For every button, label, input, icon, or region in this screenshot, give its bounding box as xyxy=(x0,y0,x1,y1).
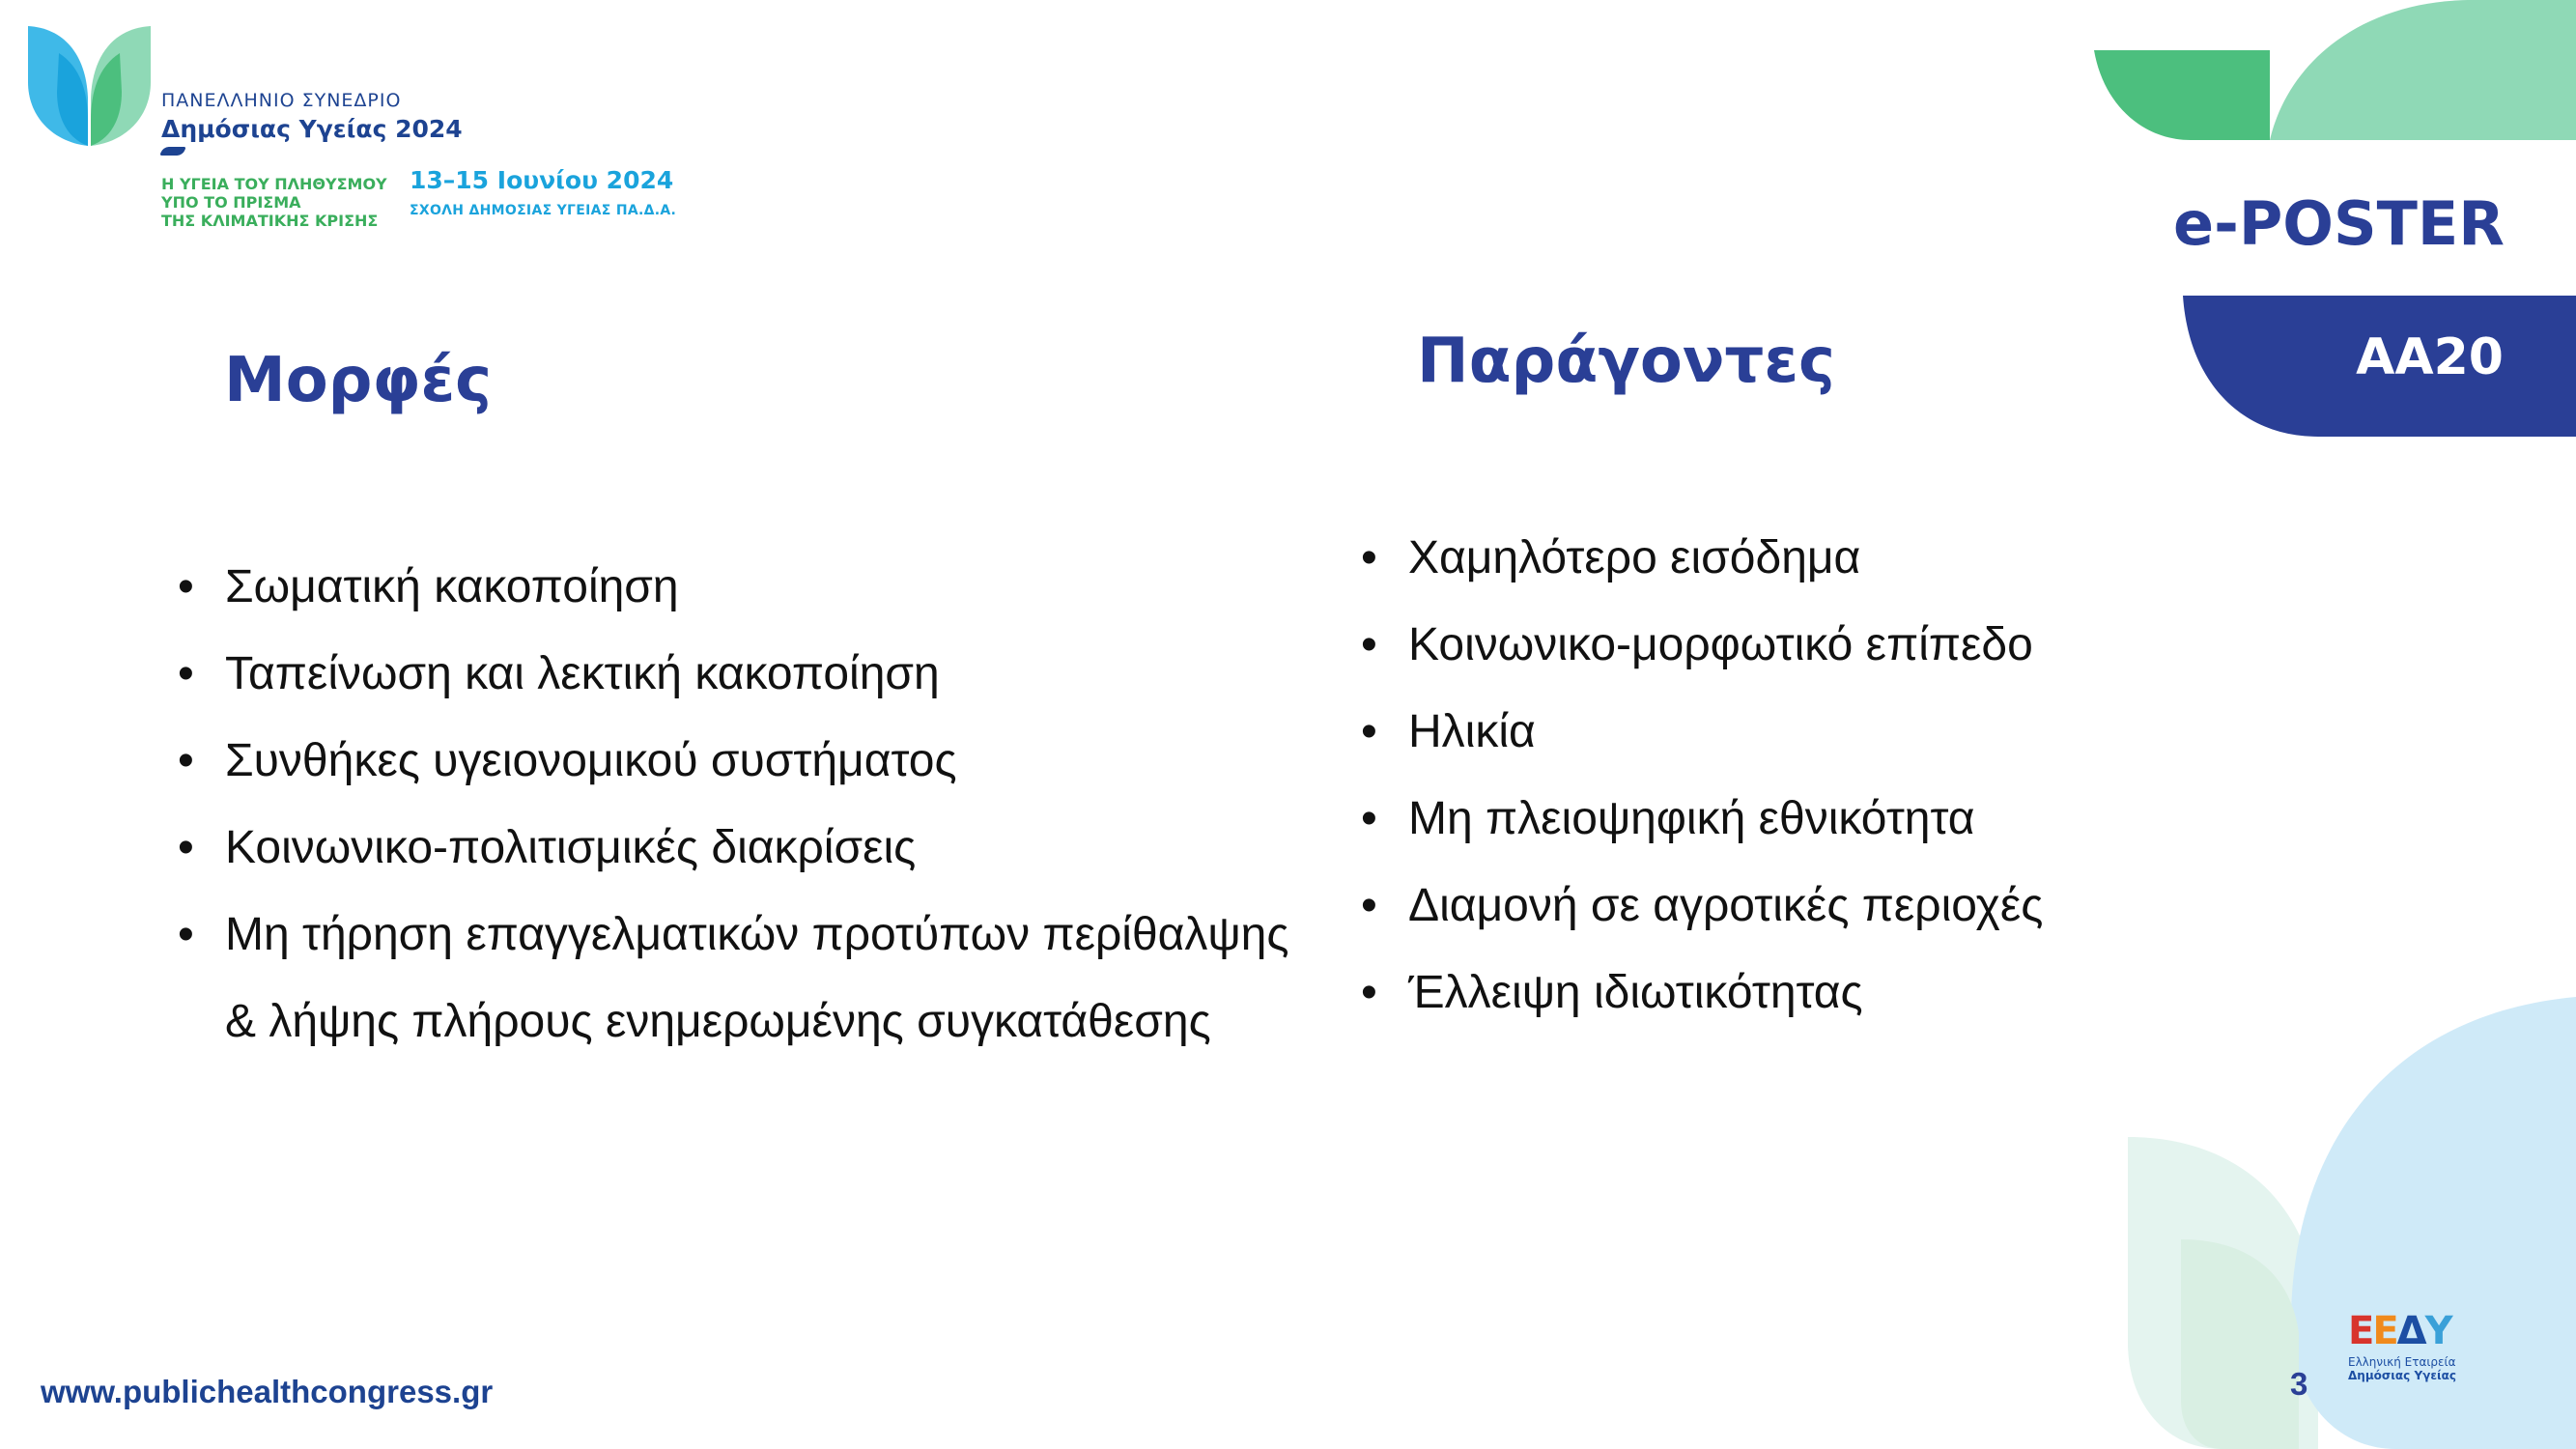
list-item: • Μη πλειοψηφική εθνικότητα xyxy=(1361,776,2114,863)
society-name-line: Ελληνική Εταιρεία xyxy=(2348,1355,2456,1369)
congress-venue: ΣΧΟΛΗ ΔΗΜΟΣΙΑΣ ΥΓΕΙΑΣ ΠΑ.Δ.Α. xyxy=(410,203,677,218)
list-item: • Σωματική κακοποίηση xyxy=(178,544,1366,631)
page-number: 3 xyxy=(2290,1366,2308,1402)
light-green-leaf-shape xyxy=(2270,0,2576,140)
list-item: • Έλλειψη ιδιωτικότητας xyxy=(1361,950,2114,1037)
congress-logo-icon xyxy=(24,24,155,150)
list-item: • Χαμηλότερο εισόδημα xyxy=(1361,515,2114,602)
forms-heading: Μορφές xyxy=(224,345,493,416)
poster-code: ΑΑ20 xyxy=(2356,328,2504,386)
website-link[interactable]: www.publichealthcongress.gr xyxy=(41,1374,494,1409)
green-leaf-shape xyxy=(2094,50,2270,140)
society-logo-icon: ΕΕΔΥ xyxy=(2348,1309,2451,1353)
list-item: • Ταπείνωση και λεκτική κακοποίηση xyxy=(178,631,1366,718)
society-logo xyxy=(2348,1309,2474,1382)
factors-list xyxy=(1361,515,2114,1037)
list-item: • Μη τήρηση επαγγελματικών προτύπων περίθαλψης xyxy=(178,892,1366,979)
forms-list xyxy=(178,544,1366,1065)
congress-dates: 13–15 Ιουνίου 2024 xyxy=(410,166,674,194)
theme-line: ΥΠΟ ΤΟ ΠΡΙΣΜΑ xyxy=(161,193,301,212)
factors-heading: Παράγοντες xyxy=(1417,326,1835,397)
congress-name: Δημόσιας Υγείας 2024 xyxy=(161,115,463,143)
eposter-label: e-POSTER xyxy=(2173,188,2505,259)
congress-title xyxy=(161,90,463,143)
society-name-line: Δημόσιας Υγείας xyxy=(2348,1369,2457,1382)
list-item: • Διαμονή σε αγροτικές περιοχές xyxy=(1361,863,2114,950)
list-item: • Συνθήκες υγειονομικού συστήματος xyxy=(178,718,1366,805)
list-item: • Ηλικία xyxy=(1361,689,2114,776)
list-item: • Κοινωνικο-πολιτισμικές διακρίσεις xyxy=(178,805,1366,892)
list-item-continuation: & λήψης πλήρους ενημερωμένης συγκατάθεσης xyxy=(225,996,1211,1047)
congress-theme xyxy=(161,175,387,230)
theme-line: Η ΥΓΕΙΑ ΤΟΥ ΠΛΗΘΥΣΜΟΥ xyxy=(161,175,387,193)
theme-line: ΤΗΣ ΚΛΙΜΑΤΙΚΗΣ ΚΡΙΣΗΣ xyxy=(161,212,379,230)
list-item: • Κοινωνικο-μορφωτικό επίπεδο xyxy=(1361,602,2114,689)
congress-small-label: ΠΑΝΕΛΛΗΝΙΟ ΣΥΝΕΔΡΙΟ xyxy=(161,90,402,111)
